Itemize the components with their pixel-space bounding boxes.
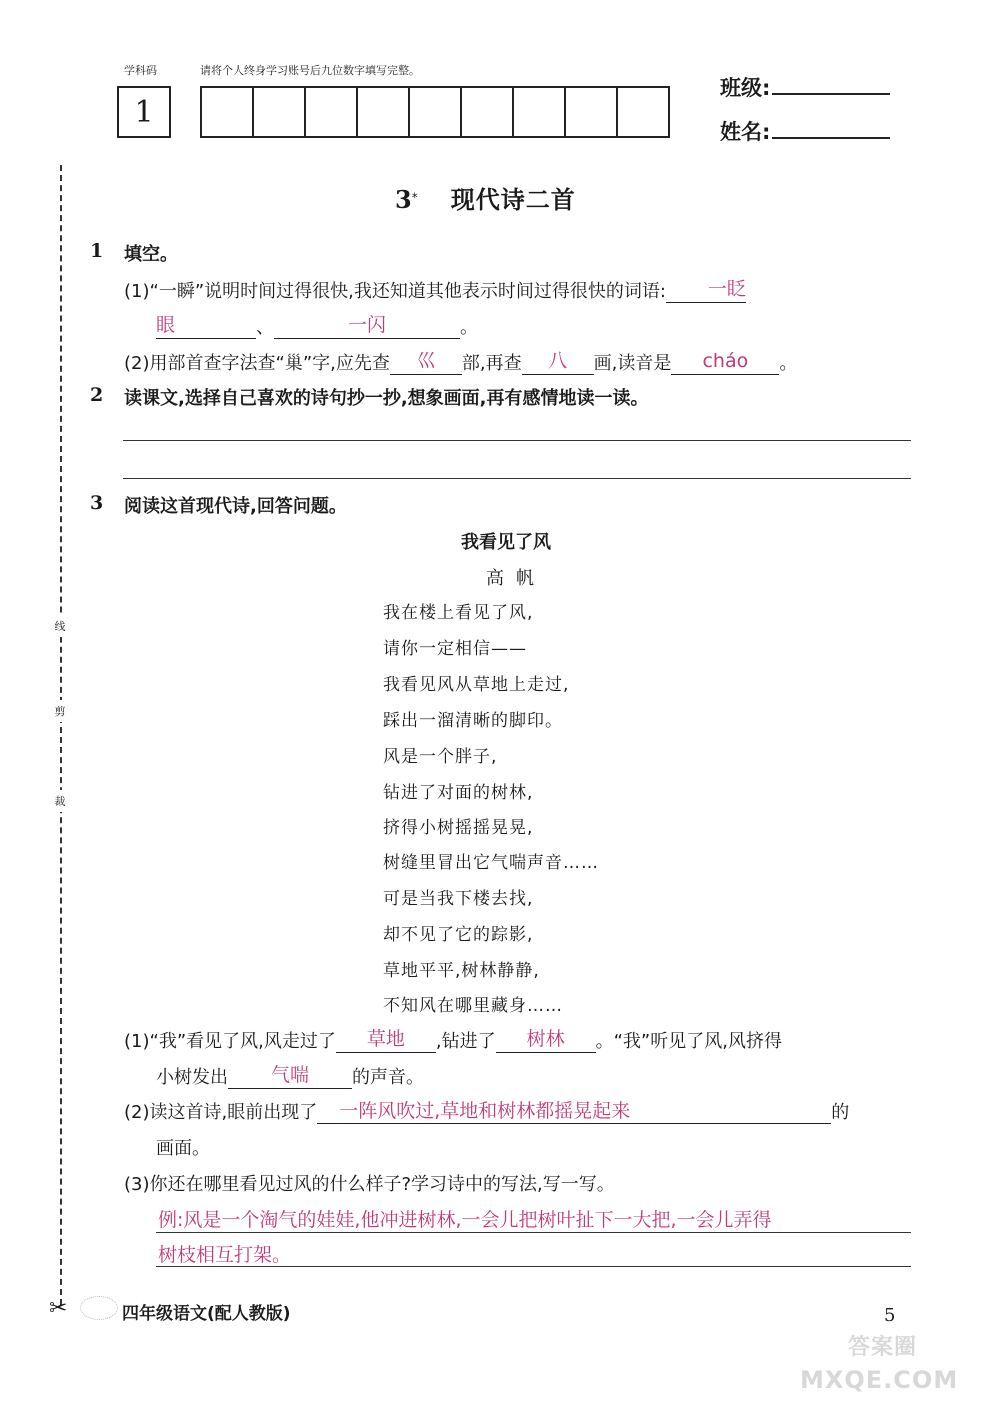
- watermark-logo: 答案圈: [848, 1335, 918, 1360]
- q3-sub2-line1: [124, 1098, 849, 1124]
- cut-mark-cut: 剪: [52, 700, 68, 722]
- q3-sub3-answer-line2: 树枝相互打架。: [158, 1244, 292, 1266]
- cut-line: [60, 165, 62, 1305]
- q1-p1-answer2[interactable]: 一闪: [274, 312, 460, 339]
- poem-line: 却不见了它的踪影,: [383, 925, 534, 945]
- q1-p2-text1: (2)用部首查字法查“巢”字,应先查: [124, 353, 390, 374]
- q1-p1-end: 。: [460, 317, 478, 338]
- q1-p2-answer3[interactable]: cháo: [671, 348, 779, 375]
- q3-sub1-answer1[interactable]: 草地: [336, 1026, 436, 1053]
- q3-sub2-answer[interactable]: 一阵风吹过,草地和树林都摇晃起来: [317, 1098, 831, 1124]
- footer-book-title: 四年级语文(配人教版): [122, 1304, 291, 1324]
- q3-sub2-text3: 画面。: [156, 1138, 210, 1159]
- name-label: 姓名:: [720, 120, 771, 144]
- q1-p2-answer2[interactable]: 八: [522, 348, 594, 375]
- q3-sub1-text1: (1)“我”看见了风,风走过了: [124, 1031, 336, 1052]
- class-label: 班级:: [720, 76, 771, 100]
- q3-sub1-text5: 的声音。: [352, 1067, 424, 1088]
- digit-box[interactable]: [252, 86, 306, 138]
- account-digit-boxes: [200, 86, 670, 138]
- cut-mark-trim: 裁: [52, 790, 68, 812]
- poem-author: 高帆: [486, 568, 546, 589]
- q2-answer-line-2[interactable]: [123, 478, 911, 479]
- q2-answer-line-1[interactable]: [123, 440, 911, 441]
- q1-p2-text3: 画,读音是: [593, 353, 672, 374]
- poem-line: 请你一定相信——: [383, 639, 527, 659]
- name-field[interactable]: [772, 137, 890, 139]
- q1-p2-text2: 部,再查: [461, 353, 522, 374]
- q1-p1-answer1a[interactable]: 一眨: [666, 276, 746, 303]
- q3-sub1-text2: ,钻进了: [435, 1031, 496, 1052]
- watermark-site: MXQE.COM: [800, 1366, 959, 1394]
- poem-line: 钻进了对面的树林,: [383, 783, 534, 803]
- cut-mark-line: 线: [52, 615, 68, 637]
- q3-sub1-line1: [124, 1026, 782, 1053]
- q3-sub2-text2: 的: [831, 1102, 850, 1123]
- q1-p1-line: [124, 276, 746, 303]
- q1-p1-text: (1)“一瞬”说明时间过得很快,我还知道其他表示时间过得很快的词语:: [124, 281, 666, 302]
- account-instruction: 请将个人终身学习账号后九位数字填写完整。: [200, 64, 420, 77]
- lesson-title: 现代诗二首: [450, 186, 576, 214]
- page-number: 5: [884, 1305, 896, 1326]
- q1-p1-answer1b[interactable]: 眼: [156, 312, 256, 339]
- digit-box[interactable]: [564, 86, 618, 138]
- q3-sub1-text3: 。“我”听见了风,风挤得: [595, 1031, 782, 1052]
- q3-sub1-line2: [156, 1062, 424, 1089]
- poem-line: 树缝里冒出它气喘声音……: [383, 853, 599, 873]
- q3-prompt: 阅读这首现代诗,回答问题。: [124, 496, 347, 517]
- lesson-star: *: [411, 190, 418, 205]
- poem-line: 踩出一溜清晰的脚印。: [383, 711, 563, 731]
- q3-sub3-line-2[interactable]: [156, 1266, 911, 1267]
- digit-box[interactable]: [460, 86, 514, 138]
- digit-box[interactable]: [408, 86, 462, 138]
- poem-line: 风是一个胖子,: [383, 747, 498, 767]
- poem-line: 不知风在哪里藏身……: [383, 996, 563, 1016]
- q3-sub3-answer-line1: 例:风是一个淘气的娃娃,他冲进树林,一会儿把树叶扯下一大把,一会儿弄得: [158, 1209, 772, 1231]
- digit-box[interactable]: [200, 86, 254, 138]
- q3-sub3-prompt: (3)你还在哪里看见过风的什么样子?学习诗中的写法,写一写。: [124, 1174, 615, 1195]
- digit-box[interactable]: [616, 86, 670, 138]
- class-field[interactable]: [772, 93, 890, 95]
- q2-prompt: 读课文,选择自己喜欢的诗句抄一抄,想象画面,再有感情地读一读。: [124, 388, 649, 409]
- digit-box[interactable]: [356, 86, 410, 138]
- q3-number: 3: [90, 492, 104, 514]
- q1-number: 1: [90, 240, 104, 262]
- q1-p1-separator: 、: [256, 317, 274, 338]
- lesson-number: 3: [395, 185, 412, 214]
- poem-line: 我在楼上看见了风,: [383, 603, 534, 623]
- poem-line: 我看见风从草地上走过,: [383, 675, 570, 695]
- q3-sub3-line-1[interactable]: [156, 1232, 911, 1233]
- q1-p2-answer1[interactable]: 巛: [390, 348, 462, 375]
- q1-prompt: 填空。: [124, 244, 178, 265]
- q1-p2-line: [124, 348, 797, 375]
- q3-sub2-text1: (2)读这首诗,眼前出现了: [124, 1102, 318, 1123]
- q1-p1-line2: [156, 312, 478, 339]
- digit-box[interactable]: [512, 86, 566, 138]
- poem-line: 草地平平,树林静静,: [383, 961, 540, 981]
- poem-line: 可是当我下楼去找,: [383, 889, 534, 909]
- q3-sub1-answer3[interactable]: 气喘: [228, 1062, 352, 1089]
- digit-box[interactable]: [304, 86, 358, 138]
- lesson-heading: [395, 180, 576, 215]
- poem-line: 挤得小树摇摇晃晃,: [383, 818, 534, 838]
- q1-p2-end: 。: [779, 353, 798, 374]
- subject-code-label: 学科码: [124, 64, 157, 77]
- q2-number: 2: [90, 384, 104, 406]
- subject-code-box[interactable]: 1: [117, 86, 171, 138]
- flower-ornament-icon: [80, 1296, 118, 1320]
- scissors-icon: ✂: [49, 1296, 68, 1321]
- q3-sub1-text4: 小树发出: [156, 1067, 228, 1088]
- poem-title: 我看见了风: [461, 532, 551, 553]
- q3-sub1-answer2[interactable]: 树林: [496, 1026, 596, 1053]
